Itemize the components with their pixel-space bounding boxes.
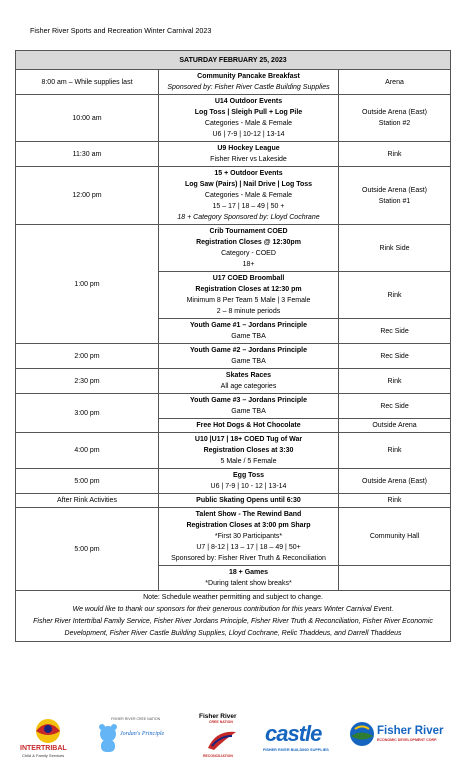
event-line: Free Hot Dogs & Hot Chocolate	[196, 422, 301, 429]
event-cell	[159, 369, 339, 394]
castle-logo	[261, 721, 343, 761]
event-line: 18+	[242, 261, 255, 268]
event-cell	[159, 344, 339, 369]
frcn-bottom-text: RECONCILIATION	[203, 754, 233, 758]
jordans-text: Jordan's Principle	[120, 731, 165, 737]
day-heading: SATURDAY FEBRUARY 25, 2023	[16, 51, 451, 70]
location-cell	[339, 566, 451, 591]
event-line: Log Toss | Sleigh Pull + Log Pile	[194, 109, 303, 116]
intertribal-emblem-icon	[17, 717, 79, 745]
event-cell	[159, 142, 339, 167]
time-cell: 1:00 pm	[16, 225, 159, 344]
event-cell	[159, 319, 339, 344]
location-cell: Rink Side	[339, 225, 451, 272]
frdc-sub-text: ECONOMIC DEVELOPMENT CORP.	[377, 738, 438, 742]
event-line: Registration Closes @ 12:30pm	[196, 239, 301, 246]
event-line: Youth Game #2 – Jordans Principle	[190, 347, 307, 354]
event-line: *First 30 Participants*	[214, 533, 283, 540]
schedule-row	[16, 95, 451, 142]
location-cell: Rink	[339, 433, 451, 469]
event-line: Fisher River vs Lakeside	[210, 156, 287, 163]
event-line: Registration Closes at 3:30	[203, 447, 294, 454]
event-cell	[159, 566, 339, 591]
event-line: 15 + Outdoor Events	[214, 170, 283, 177]
location-cell: Rec Side	[339, 319, 451, 344]
location-cell: Rink	[339, 369, 451, 394]
schedule-table	[15, 50, 451, 642]
intertribal-text: INTERTRIBAL	[20, 745, 67, 752]
time-cell: 4:00 pm	[16, 433, 159, 469]
event-line: Youth Game #3 – Jordans Principle	[190, 397, 307, 404]
event-line: Log Saw (Pairs) | Nail Drive | Log Toss	[184, 181, 313, 188]
location-cell: Rink	[339, 494, 451, 508]
schedule-row	[16, 70, 451, 95]
schedule-row	[16, 142, 451, 167]
schedule-row	[16, 494, 451, 508]
event-line: Minimum 8 Per Team 5 Male | 3 Female	[186, 297, 311, 304]
globe-icon	[349, 721, 375, 747]
schedule-row	[16, 508, 451, 566]
time-cell: 2:00 pm	[16, 344, 159, 369]
frcn-top-text: Fisher River	[199, 713, 237, 720]
intertribal-sub-text: Child & Family Services	[22, 753, 65, 758]
note-line: Note: Schedule weather permitting and subject to change.	[143, 594, 323, 601]
event-line: 5 Male / 5 Female	[220, 458, 277, 465]
time-cell: 5:00 pm	[16, 508, 159, 591]
intertribal-logo	[17, 717, 79, 761]
event-cell	[159, 167, 339, 225]
note-row	[16, 591, 451, 642]
event-line: Public Skating Opens until 6:30	[196, 497, 301, 504]
schedule-row	[16, 344, 451, 369]
time-cell: After Rink Activities	[16, 494, 159, 508]
feather-icon	[202, 726, 242, 752]
note-line: Fisher River Intertribal Family Service, Fisher River Jordans Principle, Fisher River Truth & Reconciliation, Fisher River Economic Development, Fisher River Castle Building Supplies, Lloyd Cochrane, Relic Thaddeus, and Darrell Thaddeus	[33, 618, 433, 637]
location-cell: Rec Side	[339, 394, 451, 419]
time-cell: 5:00 pm	[16, 469, 159, 494]
note-line: We would like to thank our sponsors for their generous contribution for this years Winter Carnival Event.	[72, 606, 394, 613]
event-cell	[159, 469, 339, 494]
event-cell	[159, 433, 339, 469]
location-cell: Rink	[339, 272, 451, 319]
schedule-row	[16, 167, 451, 225]
location-cell: Outside Arena (East) Station #1	[339, 167, 451, 225]
event-line: *During talent show breaks*	[205, 580, 292, 587]
event-line: Crib Tournament COED	[209, 228, 288, 235]
schedule-row	[16, 394, 451, 419]
location-cell: Outside Arena (East) Station #2	[339, 95, 451, 142]
location-cell: Rink	[339, 142, 451, 167]
event-cell	[159, 394, 339, 419]
time-cell: 11:30 am	[16, 142, 159, 167]
event-line: Categories - Male & Female	[204, 120, 293, 127]
event-line: Skates Races	[225, 372, 272, 379]
time-cell: 2:30 pm	[16, 369, 159, 394]
event-line: U10 |U17 | 18+ COED Tug of War	[194, 436, 303, 443]
location-cell: Outside Arena (East)	[339, 469, 451, 494]
event-cell	[159, 70, 339, 95]
event-line: 18 + Category Sponsored by: Lloyd Cochrane	[177, 214, 320, 221]
event-line: Categories - Male & Female	[204, 192, 293, 199]
event-cell	[159, 419, 339, 433]
sponsor-logos	[15, 713, 450, 763]
location-cell: Arena	[339, 70, 451, 95]
event-line: U6 | 7-9 | 10-12 | 13-14	[212, 131, 285, 138]
frcn-reconciliation-logo	[193, 713, 251, 763]
event-cell	[159, 272, 339, 319]
bear-icon	[97, 723, 119, 753]
schedule-row	[16, 369, 451, 394]
location-cell: Community Hall	[339, 508, 451, 566]
event-line: 15 – 17 | 18 – 49 | 50 +	[212, 203, 285, 210]
event-line: Category - COED	[221, 250, 276, 257]
event-line: Youth Game #1 – Jordans Principle	[190, 322, 307, 329]
event-cell	[159, 225, 339, 272]
event-line: U17 COED Broomball	[212, 275, 285, 282]
event-line: Talent Show - The Rewind Band	[195, 511, 302, 518]
time-cell: 10:00 am	[16, 95, 159, 142]
schedule-row	[16, 433, 451, 469]
event-line: Registration Closes at 3:00 pm Sharp	[186, 522, 311, 529]
economic-development-logo	[349, 721, 449, 761]
event-line: U14 Outdoor Events	[214, 98, 283, 105]
event-cell	[159, 95, 339, 142]
time-cell: 8:00 am – While supplies last	[16, 70, 159, 95]
schedule-row	[16, 225, 451, 272]
event-line: Community Pancake Breakfast	[197, 73, 300, 80]
note-cell	[16, 591, 451, 642]
event-line: 2 – 8 minute periods	[216, 308, 281, 315]
event-line: U9 Hockey League	[217, 145, 280, 152]
event-line: Game TBA	[231, 358, 266, 365]
time-cell: 3:00 pm	[16, 394, 159, 433]
page-header: Fisher River Sports and Recreation Winter Carnival 2023	[30, 26, 212, 35]
location-cell: Outside Arena	[339, 419, 451, 433]
event-line: Registration Closes at 12:30 pm	[195, 286, 302, 293]
location-cell: Rec Side	[339, 344, 451, 369]
castle-sub-text: FISHER RIVER BUILDING SUPPLIES	[263, 748, 329, 752]
event-cell	[159, 508, 339, 566]
event-line: Egg Toss	[233, 472, 264, 479]
jordans-principle-logo	[95, 717, 175, 761]
frdc-text: Fisher River	[377, 725, 444, 737]
event-line: Game TBA	[231, 333, 266, 340]
event-line: Game TBA	[231, 408, 266, 415]
time-cell: 12:00 pm	[16, 167, 159, 225]
event-cell	[159, 494, 339, 508]
frcn-sub-text: CREE NATION	[209, 720, 233, 724]
jordans-top-text: FISHER RIVER CREE NATION	[111, 717, 161, 721]
event-line: Sponsored by: Fisher River Truth & Reconciliation	[171, 555, 326, 562]
event-line: U7 | 8-12 | 13 – 17 | 18 – 49 | 50+	[196, 544, 301, 551]
event-line: Sponsored by: Fisher River Castle Building Supplies	[167, 84, 330, 91]
castle-text: castle	[265, 721, 322, 746]
event-line: All age categories	[220, 383, 277, 390]
event-line: U6 | 7-9 | 10 - 12 | 13-14	[210, 483, 287, 490]
event-line: 18 + Games	[228, 569, 269, 576]
schedule-row	[16, 469, 451, 494]
